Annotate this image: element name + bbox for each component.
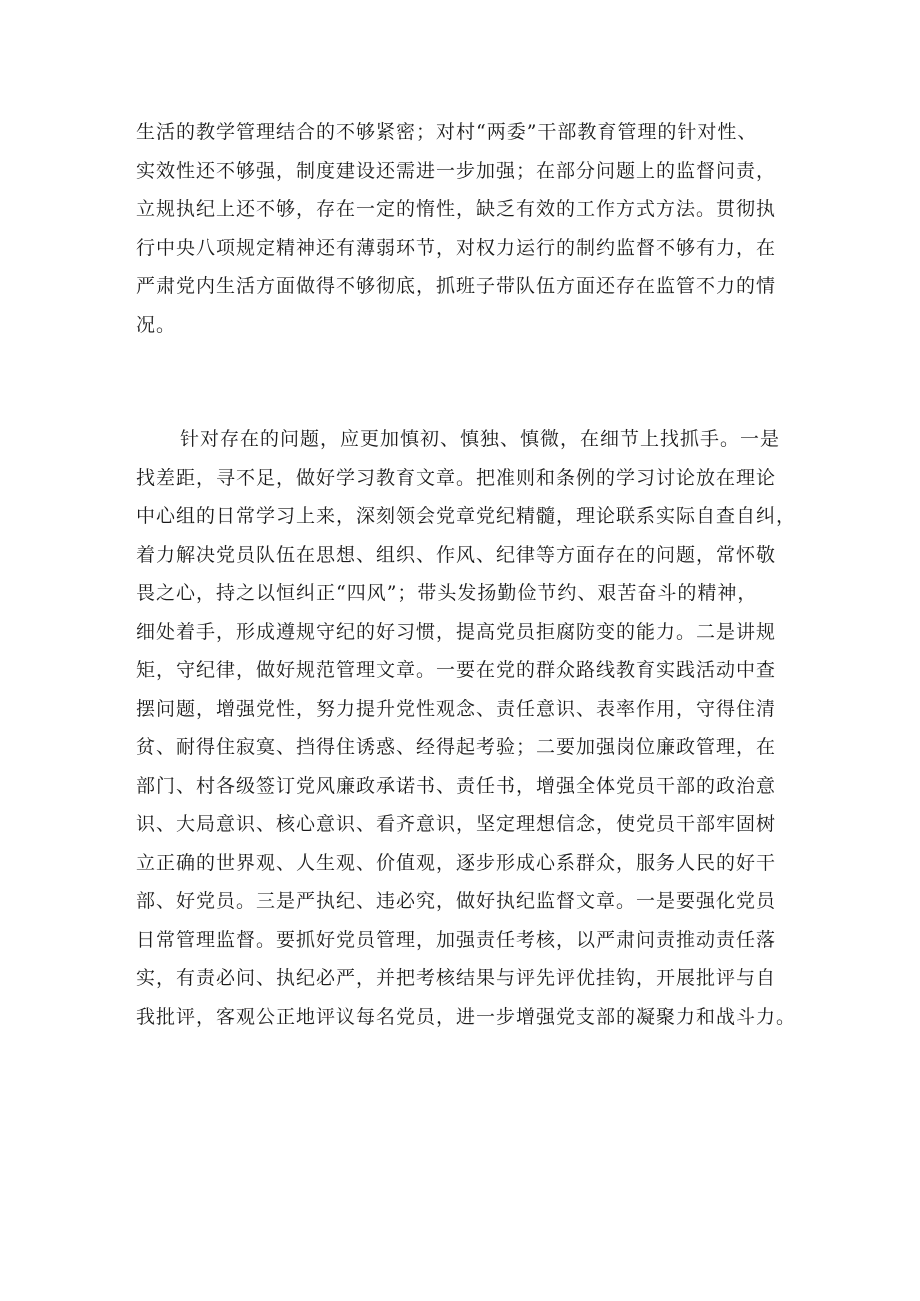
paragraph-line: 生活的教学管理结合的不够紧密；对村“两委”干部教育管理的针对性、	[136, 121, 758, 143]
paragraph-line: 部、好党员。三是严执纪、违必究，做好执纪监督文章。一是要强化党员	[136, 890, 777, 912]
paragraph-line: 中心组的日常学习上来，深刻领会党章党纪精髓，理论联系实际自查自纠，	[136, 505, 797, 527]
paragraph-line: 况。	[136, 313, 177, 336]
paragraph-line: 实效性还不够强，制度建设还需进一步加强；在部分问题上的监督问责，	[136, 159, 777, 182]
paragraph-line: 立规执纪上还不够，存在一定的惰性，缺乏有效的工作方式方法。贯彻执	[136, 198, 777, 220]
paragraph-first-line: 针对存在的问题，应更加慎初、慎独、慎微，在细节上找抓手。一是	[180, 428, 781, 450]
paragraph-line: 找差距，寻不足，做好学习教育文章。把准则和条例的学习讨论放在理论	[136, 466, 777, 489]
paragraph-line: 着力解决党员队伍在思想、组织、作风、纪律等方面存在的问题，常怀敬	[136, 543, 777, 566]
paragraph-line: 日常管理监督。要抓好党员管理，加强责任考核，以严肃问责推动责任落	[136, 928, 777, 951]
paragraph-line: 摆问题，增强党性，努力提升党性观念、责任意识、表率作用，守得住清	[136, 697, 777, 720]
paragraph-line: 矩，守纪律，做好规范管理文章。一要在党的群众路线教育实践活动中查	[136, 659, 777, 681]
paragraph-2	[136, 420, 796, 1036]
paragraph-line: 实，有责必问、执纪必严，并把考核结果与评先评优挂钩，开展批评与自	[136, 967, 777, 989]
paragraph-line: 严肃党内生活方面做得不够彻底，抓班子带队伍方面还存在监管不力的情	[136, 275, 777, 297]
paragraph-line: 识、大局意识、核心意识、看齐意识，坚定理想信念，使党员干部牢固树	[136, 813, 777, 835]
paragraph-line: 畏之心，持之以恒纠正“四风”；带头发扬勤俭节约、艰苦奋斗的精神，	[136, 582, 758, 604]
paragraph-line: 行中央八项规定精神还有薄弱环节，对权力运行的制约监督不够有力，在	[136, 236, 777, 259]
paragraph-line: 部门、村各级签订党风廉政承诺书、责任书，增强全体党员干部的政治意	[136, 774, 777, 797]
paragraph-line: 立正确的世界观、人生观、价值观，逐步形成心系群众，服务人民的好干	[136, 851, 777, 874]
paragraph-line: 细处着手，形成遵规守纪的好习惯，提高党员拒腐防变的能力。二是讲规	[136, 620, 777, 643]
paragraph-line: 我批评，客观公正地评议每名党员，进一步增强党支部的凝聚力和战斗力。	[136, 1005, 797, 1028]
paragraph-line: 贫、耐得住寂寞、挡得住诱惑、经得起考验；二要加强岗位廉政管理，在	[136, 736, 777, 758]
paragraph-1	[136, 113, 796, 344]
